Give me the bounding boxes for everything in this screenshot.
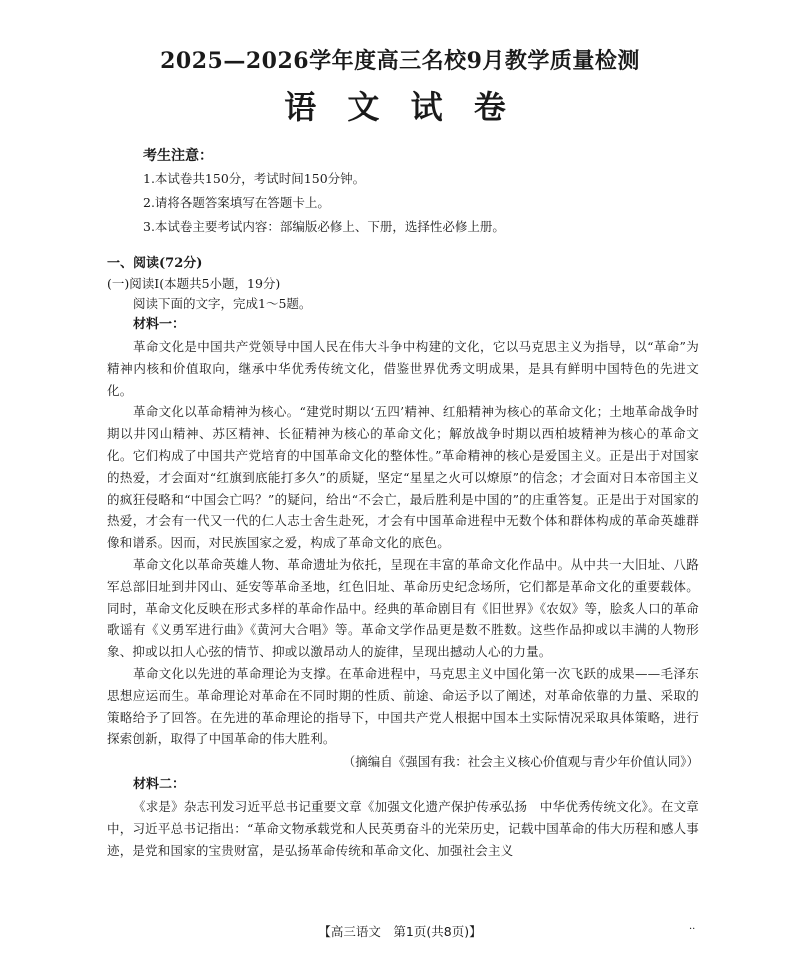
section-title: 一、阅读(72分) [107,256,203,271]
material-one-paragraph: 革命文化以革命英雄人物、革命遗址为依托，呈现在丰富的革命文化作品中。从中共一大旧址、八路军总部旧址到井冈山、延安等革命圣地，红色旧址、革命历史纪念场所，它们都是革命文化的重要载体。同时，革命文化反映在形式多样的革命作品中。经典的革命剧目有《旧世界》《农奴》等，脍炙人口的革命歌谣有《义勇军进行曲》《黄河大合唱》等。革命文学作品更是数不胜数。这些作品抑或以丰满的人物形象、抑或以扣人心弦的情节、抑或以激昂动人的旋律，呈现出撼动人心的力量。 [107,556,699,660]
material-one-paragraph: 革命文化是中国共产党领导中国人民在伟大斗争中构建的文化，它以马克思主义为指导，以“革命”为精神内核和价值取向，继承中华优秀传统文化，借鉴世界优秀文明成果，是具有鲜明中国特色的先进文化。 [107,339,699,398]
material-two-label: 材料二： [133,777,186,793]
notice-item: 1.本试卷共150分，考试时间150分钟。 [143,171,366,186]
footer-mark: ·· [689,924,696,935]
material-one-label: 材料一： [133,317,186,332]
notice-item: 3.本试卷主要考试内容：部编版必修上、下册，选择性必修上册。 [143,219,505,234]
material-one-paragraph: 革命文化以先进的革命理论为支撑。在革命进程中，马克思主义中国化第一次飞跃的成果——毛泽东思想应运而生。革命理论对革命在不同时期的性质、前途、命运予以了阐述，对革命依靠的力量、采取的策略给予了回答。在先进的革命理论的指导下，中国共产党人根据中国本土实际情况采取具体策略，进行探索创新，取得了中国革命的伟大胜利。 [107,665,699,747]
notice-item: 2.请将各题答案填写在答题卡上。 [143,195,330,210]
page-footer: 【高三语文 第1页(共8页)】 [318,924,482,939]
exam-title: 2025—2026学年度高三名校9月教学质量检测 [160,48,640,74]
notice-heading: 考生注意： [143,148,213,164]
material-two-paragraph: 《求是》杂志刊发习近平总书记重要文章《加强文化遗产保护传承弘扬 中华优秀传统文化》。在文章中，习近平总书记指出：“革命文物承载党和人民英勇奋斗的光荣历史，记载中国革命的伟大历程和感人事迹，是党和国家的宝贵财富，是弘扬革命传统和革命文化、加强社会主义 [107,799,699,858]
exam-subject-title: 语 文 试 卷 [284,88,516,126]
section-subtitle: (一)阅读Ⅰ(本题共5小题，19分) [107,276,281,291]
section-instruction: 阅读下面的文字，完成1～5题。 [133,296,312,311]
material-one-source: （摘编自《强国有我：社会主义核心价值观与青少年价值认同》） [342,754,699,770]
candidate-notice [143,145,703,239]
material-one-paragraph: 革命文化以革命精神为核心。“建党时期以‘五四’精神、红船精神为核心的革命文化；土地革命战争时期以井冈山精神、苏区精神、长征精神为核心的革命文化；解放战争时期以西柏坡精神为核心的革命文化。它们构成了中国共产党培育的中国革命文化的整体性。”革命精神的核心是爱国主义。正是出于对国家的热爱，才会面对“红旗到底能打多久”的质疑，坚定“星星之火可以燎原”的信念；才会面对日本帝国主义的疯狂侵略和“中国会亡吗？”的疑问，给出“不会亡，最后胜利是中国的”的庄重答复。正是出于对国家的热爱，才会有一代又一代的仁人志士舍生赴死，才会有中国革命进程中无数个体和群体构成的革命英雄群像和谱系。因而，对民族国家之爱，构成了革命文化的底色。 [107,404,699,551]
reading-section [107,254,699,862]
